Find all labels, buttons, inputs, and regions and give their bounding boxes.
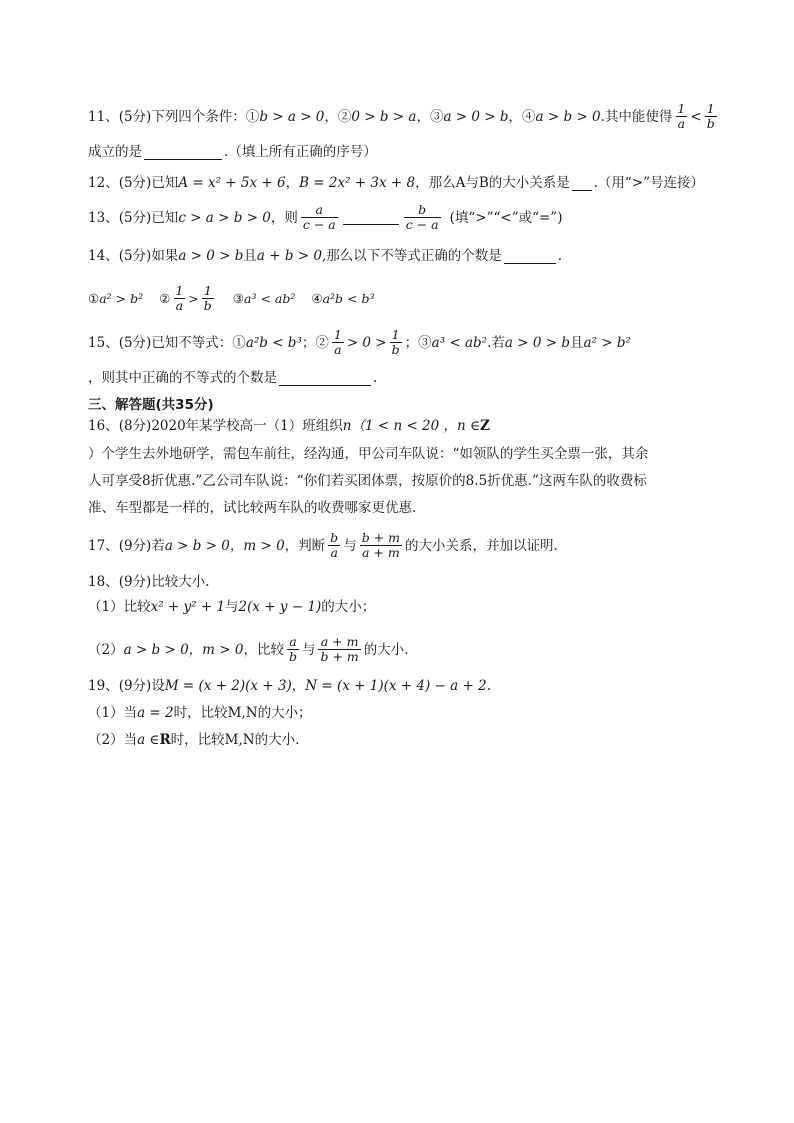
q11-fraction-left bbox=[675, 102, 687, 132]
q13-number: 13、 bbox=[88, 209, 119, 226]
q17-text: ，判断 bbox=[284, 537, 326, 554]
q17-condition: a > b > 0，m > 0 bbox=[164, 537, 285, 554]
denominator: b + m bbox=[320, 649, 359, 665]
q11-sep: ，③ bbox=[416, 108, 444, 125]
q15-score: (5分) bbox=[118, 334, 152, 351]
q18-text: 与 bbox=[225, 599, 239, 615]
q13-fraction-2 bbox=[404, 203, 441, 233]
q12-sep: ， bbox=[285, 175, 300, 191]
q16-line3 bbox=[88, 473, 704, 489]
answer-blank[interactable] bbox=[144, 145, 222, 160]
q14-text: ,那么以下不等式正确的个数是 bbox=[321, 248, 502, 264]
option-3-marker: ③ bbox=[232, 291, 245, 307]
q15-line1 bbox=[88, 328, 704, 358]
q19-score: (9分) bbox=[118, 678, 152, 694]
denominator: a bbox=[334, 342, 342, 358]
q15-text: 且 bbox=[569, 334, 584, 351]
q19-text: 设 bbox=[151, 678, 165, 694]
q16-text: 人可享受8折优惠.”乙公司车队说：“你们若买团体票，按原价的8.5折优惠.”这两车队的收费标 bbox=[88, 473, 647, 489]
q11-text: 成立的是 bbox=[88, 144, 142, 160]
option-2-marker: ② bbox=[159, 291, 171, 307]
denominator: b bbox=[203, 298, 212, 314]
q13-text: 已知 bbox=[151, 209, 179, 226]
q14-text: 如果 bbox=[151, 248, 179, 264]
q18-fraction-2 bbox=[318, 635, 360, 665]
q19-part2 bbox=[88, 732, 704, 748]
q14-cond-1: a > 0 > b bbox=[178, 248, 244, 264]
q15-text: . bbox=[373, 370, 378, 386]
q18-number: 18、 bbox=[88, 574, 119, 590]
q17-text: 若 bbox=[151, 537, 165, 554]
answer-blank[interactable] bbox=[504, 249, 556, 264]
q11-text: 下列四个条件：① bbox=[151, 108, 260, 125]
q18-part2-label: （2） bbox=[88, 641, 124, 658]
q18-line1 bbox=[88, 574, 704, 590]
numerator: 1 bbox=[677, 101, 686, 116]
q13-text: ，则 bbox=[270, 209, 298, 226]
q19-expr-n: N = (x + 1)(x + 4) − a + 2 bbox=[305, 678, 487, 694]
q13-line bbox=[88, 203, 704, 233]
q19-line1 bbox=[88, 678, 704, 694]
q19-sep: ， bbox=[291, 678, 306, 694]
q15-text: .若 bbox=[487, 334, 505, 351]
q15-sep: ；③ bbox=[404, 334, 432, 351]
q19-part1-label: （1）当 bbox=[88, 705, 138, 721]
numerator: a + m bbox=[320, 634, 359, 649]
q18-expr-2: 2(x + y − 1) bbox=[238, 599, 322, 615]
q16-line1 bbox=[88, 418, 704, 434]
numerator: 1 bbox=[391, 327, 400, 342]
q19-text: 时，比较M,N的大小； bbox=[173, 705, 312, 721]
q11-cond-4: a > b > 0 bbox=[535, 108, 601, 125]
q17-text: 与 bbox=[343, 537, 357, 554]
q13-text: (填“>”“<”或“=”) bbox=[449, 209, 563, 226]
q16-condition: （1 < n < 20 ，n ∈ bbox=[351, 418, 480, 434]
q16-text: ）个学生去外地研学，需包车前往，经沟通，甲公司车队说：“如领队的学生买全票一张，其余 bbox=[88, 446, 649, 462]
q18-part1-label: （1）比较 bbox=[88, 599, 151, 615]
answer-blank[interactable] bbox=[279, 371, 371, 386]
greater-than-sign: > bbox=[188, 291, 199, 307]
q11-number: 11、 bbox=[88, 108, 119, 125]
q13-score: (5分) bbox=[118, 209, 152, 226]
q13-condition: c > a > b > 0 bbox=[178, 209, 271, 226]
denominator: a bbox=[330, 545, 338, 561]
q19-expr-m: M = (x + 2)(x + 3) bbox=[164, 678, 292, 694]
denominator: b bbox=[288, 649, 297, 665]
q11-sep: ，④ bbox=[508, 108, 536, 125]
q14-options bbox=[88, 284, 704, 314]
q11-cond-1: b > a > 0 bbox=[259, 108, 325, 125]
q18-text: 比较大小. bbox=[151, 574, 210, 590]
q15-cond-2: a² > b² bbox=[583, 334, 631, 351]
numerator: 1 bbox=[706, 101, 715, 116]
q11-fraction-right bbox=[705, 102, 717, 132]
q17-score: (9分) bbox=[118, 537, 152, 554]
q16-score: (8分) bbox=[118, 418, 152, 434]
q19-text: . bbox=[486, 678, 491, 694]
q16-text: 2020年某学校高一（1）班组织 bbox=[151, 418, 343, 434]
q16-variable-n: n bbox=[342, 418, 352, 434]
option-4-marker: ④ bbox=[311, 291, 323, 307]
q19-part1-condition: a = 2 bbox=[137, 705, 174, 721]
numerator: 1 bbox=[175, 283, 184, 298]
integer-set-symbol: Z bbox=[480, 418, 490, 434]
q12-line bbox=[88, 175, 704, 191]
q19-part1 bbox=[88, 705, 704, 721]
q18-part1 bbox=[88, 599, 704, 615]
q13-fraction-1 bbox=[301, 203, 338, 233]
q11-line2 bbox=[88, 144, 704, 160]
q15-fraction-left bbox=[332, 328, 344, 358]
q15-fraction-right bbox=[390, 328, 402, 358]
q18-text: ，比较 bbox=[243, 641, 284, 658]
q15-text: 已知不等式：① bbox=[151, 334, 246, 351]
q15-inequality-3: a³ < ab² bbox=[431, 334, 488, 351]
q18-text: 的大小. bbox=[363, 641, 409, 658]
q11-text: .其中能使得 bbox=[600, 108, 673, 125]
numerator: 1 bbox=[203, 283, 212, 298]
denominator: a + m bbox=[361, 545, 400, 561]
q18-fraction-1 bbox=[287, 635, 299, 665]
option-1-marker: ① bbox=[88, 291, 100, 307]
q19-number: 19、 bbox=[88, 678, 119, 694]
q18-score: (9分) bbox=[118, 574, 152, 590]
q15-text: ，则其中正确的不等式的个数是 bbox=[88, 370, 277, 386]
q12-score: (5分) bbox=[118, 175, 152, 191]
q11-text: .（填上所有正确的序号） bbox=[224, 144, 377, 160]
q18-text: 的大小； bbox=[321, 599, 376, 615]
numerator: b bbox=[418, 202, 427, 217]
q19-text: 时，比较M,N的大小. bbox=[170, 732, 300, 748]
numerator: b + m bbox=[361, 530, 400, 545]
q11-cond-2: 0 > b > a bbox=[351, 108, 417, 125]
q12-text: 已知 bbox=[151, 175, 179, 191]
denominator: b bbox=[706, 116, 715, 132]
q18-condition: a > b > 0，m > 0 bbox=[123, 641, 244, 658]
numerator: a bbox=[315, 202, 323, 217]
option-2-fraction-right bbox=[202, 284, 214, 314]
q18-part2 bbox=[88, 635, 704, 665]
q11-cond-3: a > 0 > b bbox=[443, 108, 509, 125]
q17-fraction-2 bbox=[360, 531, 402, 561]
q18-expr-1: x² + y² + 1 bbox=[150, 599, 226, 615]
q17-number: 17、 bbox=[88, 537, 119, 554]
q14-number: 14、 bbox=[88, 248, 119, 264]
option-4: a²b < b³ bbox=[322, 291, 375, 307]
q16-number: 16、 bbox=[88, 418, 119, 434]
q16-text: 准、车型都是一样的，试比较两车队的收费哪家更优惠. bbox=[88, 500, 417, 516]
answer-blank[interactable] bbox=[572, 176, 592, 191]
q17-text: 的大小关系，并加以证明. bbox=[404, 537, 558, 554]
q15-sep: ；② bbox=[301, 334, 329, 351]
denominator: c − a bbox=[302, 217, 336, 233]
option-2-fraction-left bbox=[173, 284, 185, 314]
denominator: a bbox=[677, 116, 686, 132]
option-1: a² > b² bbox=[99, 291, 144, 307]
q11-line1 bbox=[88, 101, 715, 132]
denominator: a bbox=[175, 298, 184, 314]
q19-part2-condition: a ∈ bbox=[137, 732, 160, 748]
q14-text: . bbox=[557, 248, 563, 264]
less-than-sign: < bbox=[690, 108, 702, 125]
q11-score: (5分) bbox=[118, 108, 152, 125]
q12-number: 12、 bbox=[88, 175, 119, 191]
q14-line1 bbox=[88, 248, 704, 264]
q15-line2 bbox=[88, 370, 704, 386]
section-title bbox=[88, 397, 704, 413]
answer-blank[interactable] bbox=[343, 210, 399, 225]
q15-number: 15、 bbox=[88, 334, 119, 351]
q12-expr-b: B = 2x² + 3x + 8 bbox=[299, 175, 416, 191]
q12-text: ，那么A与B的大小关系是 bbox=[415, 175, 570, 191]
q19-part2-label: （2）当 bbox=[88, 732, 138, 748]
real-set-symbol: R bbox=[159, 732, 171, 748]
q12-text: .（用“>”号连接） bbox=[593, 175, 704, 191]
q16-line2 bbox=[88, 446, 704, 462]
q16-line4 bbox=[88, 500, 704, 516]
q17-line bbox=[88, 531, 704, 561]
q18-text: 与 bbox=[301, 641, 316, 658]
q14-text: 且 bbox=[243, 248, 257, 264]
q15-inequality-1: a²b < b³ bbox=[245, 334, 302, 351]
q17-fraction-1 bbox=[328, 531, 340, 561]
q12-expr-a: A = x² + 5x + 6 bbox=[178, 175, 286, 191]
denominator: b bbox=[391, 342, 400, 358]
q15-cond-1: a > 0 > b bbox=[504, 334, 570, 351]
numerator: b bbox=[330, 530, 339, 545]
q14-cond-2: a + b > 0 bbox=[256, 248, 322, 264]
denominator: c − a bbox=[405, 217, 439, 233]
numerator: 1 bbox=[333, 327, 342, 342]
section-3-title: 三、解答题(共35分) bbox=[88, 397, 214, 413]
q15-inequality-2-mid: > 0 > bbox=[346, 334, 387, 351]
q11-sep: ，② bbox=[324, 108, 352, 125]
q14-score: (5分) bbox=[118, 248, 152, 264]
option-3: a³ < ab² bbox=[244, 291, 296, 307]
numerator: a bbox=[289, 634, 297, 649]
